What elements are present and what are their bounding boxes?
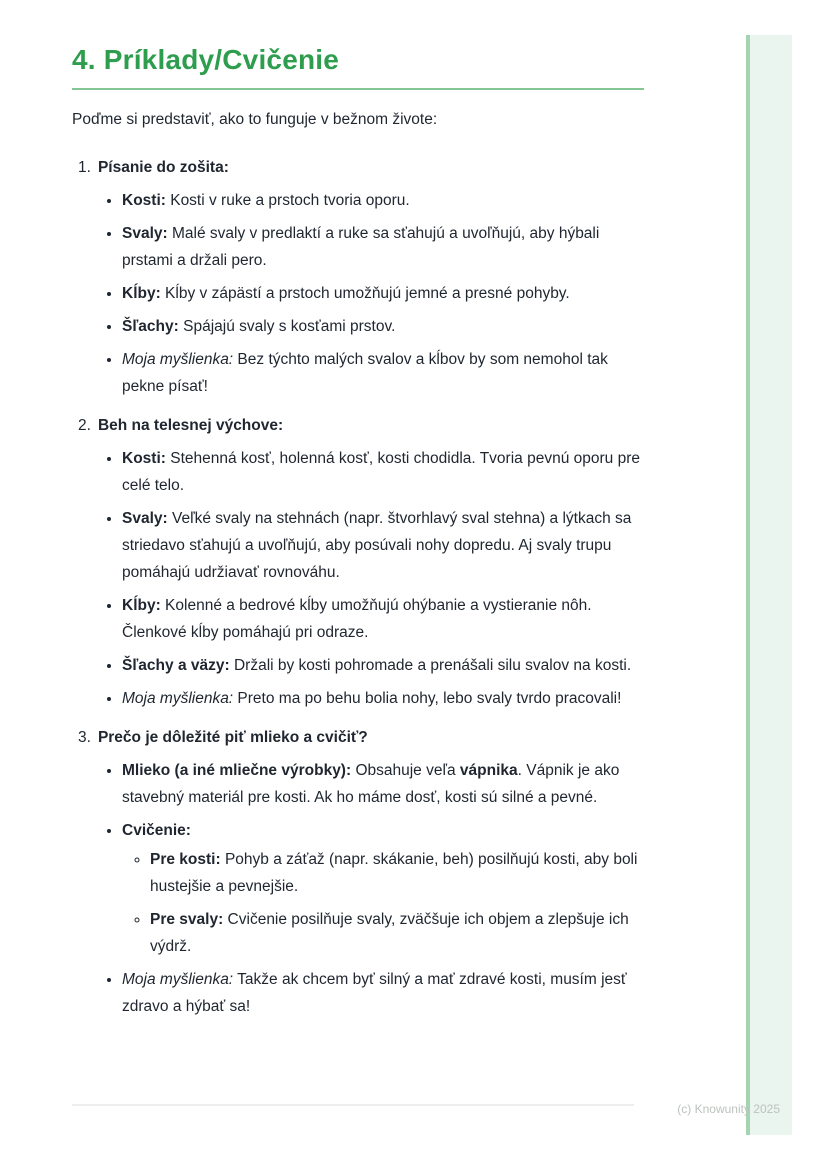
- text-run: Držali by kosti pohromade a prenášali silu svalov na kosti.: [229, 657, 632, 674]
- text-run: Svaly:: [122, 510, 168, 527]
- text-run: Pohyb a záťaž (napr. skákanie, beh) posilňujú kosti, aby boli hustejšie a pevnejšie.: [150, 851, 638, 895]
- text-run: Malé svaly v predlaktí a ruke sa sťahujú a uvoľňujú, aby hýbali prstami a držali pero.: [122, 225, 600, 269]
- text-run: Obsahuje veľa: [351, 762, 460, 779]
- section-item-2: [72, 412, 644, 712]
- section-item-1: [72, 154, 644, 400]
- text-run: Mlieko (a iné mliečne výrobky):: [122, 762, 352, 779]
- text-run: Kosti:: [122, 450, 166, 467]
- section-number: 1.: [78, 159, 91, 176]
- bullet-item: [122, 757, 644, 811]
- sub-bullet-list: [122, 846, 644, 960]
- section-item-3: [72, 724, 644, 1020]
- bullet-item: [122, 280, 644, 307]
- bullet-item: [122, 313, 644, 340]
- text-run: Cvičenie posilňuje svaly, zväčšuje ich objem a zlepšuje ich výdrž.: [150, 911, 629, 955]
- text-run: Kosti:: [122, 192, 166, 209]
- section-title: Beh na telesnej výchove:: [97, 417, 284, 434]
- bullet-item: [122, 346, 644, 400]
- page-title: 4. Príklady/Cvičenie: [72, 44, 340, 75]
- text-run: Šľachy:: [122, 318, 179, 335]
- bullet-item: [122, 592, 644, 646]
- bullet-item: [122, 817, 644, 960]
- section-number: 2.: [78, 417, 91, 434]
- section-title: Prečo je dôležité piť mlieko a cvičiť?: [97, 729, 368, 746]
- text-run: Bez týchto malých svalov a kĺbov by som nemohol tak pekne písať!: [122, 351, 608, 395]
- bullet-item: [122, 445, 644, 499]
- text-run: Spájajú svaly s kosťami prstov.: [178, 318, 396, 335]
- title-underline: [72, 88, 644, 90]
- text-run: . Vápnik je ako stavebný materiál pre kosti. Ak ho máme dosť, kosti sú silné a pevné.: [122, 762, 620, 806]
- bullet-item: [122, 187, 644, 214]
- text-run: Moja myšlienka:: [122, 690, 234, 707]
- copyright-note: (c) Knowunity 2025: [677, 1102, 780, 1116]
- footer-divider: [72, 1104, 634, 1106]
- section-heading: [72, 724, 644, 751]
- right-accent-bar: [746, 35, 792, 1135]
- section-title: Písanie do zošita:: [97, 159, 229, 176]
- text-run: Kosti v ruke a prstoch tvoria oporu.: [165, 192, 410, 209]
- bullet-item: [122, 220, 644, 274]
- text-run: Preto ma po behu bolia nohy, lebo svaly tvrdo pracovali!: [233, 690, 622, 707]
- bullet-item: [122, 652, 644, 679]
- section-number: 3.: [78, 729, 91, 746]
- text-run: Kĺby:: [122, 597, 161, 614]
- sub-bullet-item: [150, 906, 644, 960]
- document-content: [72, 44, 644, 1032]
- bullet-item: [122, 505, 644, 586]
- bullet-list: [72, 187, 644, 400]
- text-run: Kĺby v zápästí a prstoch umožňujú jemné a presné pohyby.: [160, 285, 570, 302]
- text-run: Takže ak chcem byť silný a mať zdravé kosti, musím jesť zdravo a hýbať sa!: [122, 971, 627, 1015]
- sub-bullet-item: [150, 846, 644, 900]
- text-run: Svaly:: [122, 225, 168, 242]
- intro-paragraph: Poďme si predstaviť, ako to funguje v bežnom živote:: [72, 111, 438, 128]
- text-run: Moja myšlienka:: [122, 351, 234, 368]
- bullet-item: [122, 685, 644, 712]
- text-run: Kolenné a bedrové kĺby umožňujú ohýbanie a vystieranie nôh. Členkové kĺby pomáhajú pri odraze.: [122, 597, 592, 641]
- content-list: [72, 154, 644, 1020]
- text-run: Moja myšlienka:: [122, 971, 234, 988]
- text-run: Pre svaly:: [150, 911, 224, 928]
- text-run: Kĺby:: [122, 285, 161, 302]
- text-run: Stehenná kosť, holenná kosť, kosti chodidla. Tvoria pevnú oporu pre celé telo.: [122, 450, 640, 494]
- text-run: vápnika: [459, 762, 518, 779]
- section-heading: [72, 412, 644, 439]
- text-run: Šľachy a väzy:: [122, 657, 230, 674]
- text-run: Cvičenie:: [122, 822, 191, 839]
- text-run: Veľké svaly na stehnách (napr. štvorhlavý sval stehna) a lýtkach sa striedavo sťahujú a uvoľňujú, aby posúvali nohy dopredu. Aj svaly trupu pomáhajú udržiavať rovnováhu.: [122, 510, 632, 581]
- bullet-item: [122, 966, 644, 1020]
- text-run: Pre kosti:: [150, 851, 221, 868]
- section-heading: [72, 154, 644, 181]
- bullet-list: [72, 757, 644, 1020]
- bullet-list: [72, 445, 644, 712]
